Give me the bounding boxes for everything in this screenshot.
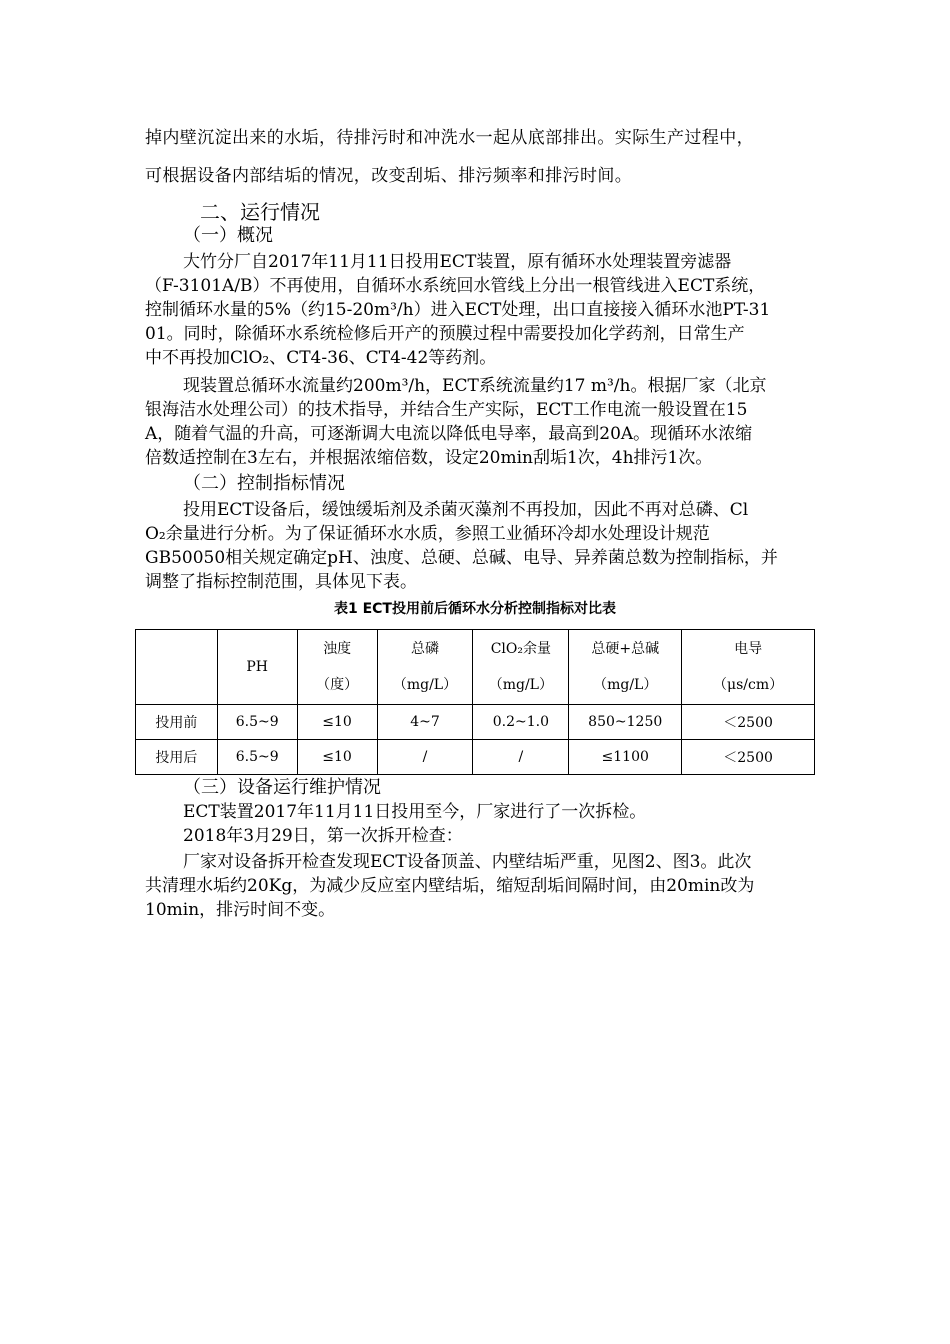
table-cell: ＜2500 bbox=[682, 740, 815, 775]
paragraph-line: 现装置总循环水流量约200m³/h，ECT系统流量约17 m³/h。根据厂家（北京 bbox=[183, 376, 767, 396]
paragraph-line: O₂余量进行分析。为了保证循环水水质，参照工业循环冷却水处理设计规范 bbox=[145, 524, 710, 544]
paragraph-line: 2018年3月29日，第一次拆开检查： bbox=[183, 826, 463, 846]
header-cell: 浊度 （度） bbox=[297, 630, 377, 705]
paragraph-line: ECT装置2017年11月11日投用至今，厂家进行了一次拆检。 bbox=[183, 802, 647, 822]
table-header-row bbox=[136, 630, 815, 705]
paragraph-line: 01。同时，除循环水系统检修后开产的预膜过程中需要投加化学药剂，日常生产 bbox=[145, 324, 745, 344]
header-cell: 电导 （μs/cm） bbox=[682, 630, 815, 705]
paragraph-line: 投用ECT设备后，缓蚀缓垢剂及杀菌灭藻剂不再投加，因此不再对总磷、Cl bbox=[183, 500, 749, 520]
subsection-title: （一）概况 bbox=[183, 225, 273, 246]
table-cell: 投用后 bbox=[136, 740, 218, 775]
table-cell: 4~7 bbox=[377, 705, 473, 740]
paragraph-line: 大竹分厂自2017年11月11日投用ECT装置，原有循环水处理装置旁滤器 bbox=[183, 252, 732, 272]
table-row bbox=[136, 740, 815, 775]
table-cell: / bbox=[377, 740, 473, 775]
paragraph-line: GB50050相关规定确定pH、浊度、总硬、总碱、电导、异养菌总数为控制指标，并 bbox=[145, 548, 778, 568]
section-title: 二、运行情况 bbox=[200, 200, 320, 224]
paragraph-line: 中不再投加ClO₂、CT4-36、CT4-42等药剂。 bbox=[145, 348, 497, 368]
paragraph-line: A，随着气温的升高，可逐渐调大电流以降低电导率，最高到20A。现循环水浓缩 bbox=[145, 424, 753, 444]
header-cell: ClO₂余量 （mg/L） bbox=[473, 630, 569, 705]
table-cell: 投用前 bbox=[136, 705, 218, 740]
table-cell: ≤10 bbox=[297, 705, 377, 740]
paragraph-line: 厂家对设备拆开检查发现ECT设备顶盖、内壁结垢严重，见图2、图3。此次 bbox=[183, 852, 752, 872]
table-cell: 850~1250 bbox=[569, 705, 682, 740]
table-cell: / bbox=[473, 740, 569, 775]
paragraph-line: 银海洁水处理公司）的技术指导，并结合生产实际，ECT工作电流一般设置在15 bbox=[145, 400, 748, 420]
header-cell bbox=[136, 630, 218, 705]
paragraph-line: 10min，排污时间不变。 bbox=[145, 900, 336, 920]
table-cell: ≤1100 bbox=[569, 740, 682, 775]
text-line: 可根据设备内部结垢的情况，改变刮垢、排污频率和排污时间。 bbox=[145, 166, 633, 186]
header-cell: 总磷 （mg/L） bbox=[377, 630, 473, 705]
table-cell: 6.5~9 bbox=[217, 705, 297, 740]
subsection-title: （三）设备运行维护情况 bbox=[183, 777, 381, 798]
table-cell: 0.2~1.0 bbox=[473, 705, 569, 740]
paragraph-line: 控制循环水量的5%（约15-20m³/h）进入ECT处理，出口直接接入循环水池PT-31 bbox=[145, 300, 771, 320]
comparison-table bbox=[135, 629, 815, 775]
table-cell: 6.5~9 bbox=[217, 740, 297, 775]
table-cell: ＜2500 bbox=[682, 705, 815, 740]
table-caption: 表1 ECT投用前后循环水分析控制指标对比表 bbox=[333, 601, 616, 617]
table-cell: ≤10 bbox=[297, 740, 377, 775]
paragraph-line: （F-3101A/B）不再使用，自循环水系统回水管线上分出一根管线进入ECT系统， bbox=[145, 276, 766, 296]
header-cell: 总硬+总碱 （mg/L） bbox=[569, 630, 682, 705]
paragraph-line: 共清理水垢约20Kg，为减少反应室内壁结垢，缩短刮垢间隔时间，由20min改为 bbox=[145, 876, 755, 896]
paragraph-line: 调整了指标控制范围，具体见下表。 bbox=[145, 572, 417, 592]
text-line: 掉内壁沉淀出来的水垢，待排污时和冲洗水一起从底部排出。实际生产过程中， bbox=[145, 128, 754, 148]
paragraph-line: 倍数适控制在3左右，并根据浓缩倍数，设定20min刮垢1次，4h排污1次。 bbox=[145, 448, 713, 468]
header-cell: PH bbox=[217, 630, 297, 705]
subsection-title: （二）控制指标情况 bbox=[183, 473, 345, 494]
table-row bbox=[136, 705, 815, 740]
